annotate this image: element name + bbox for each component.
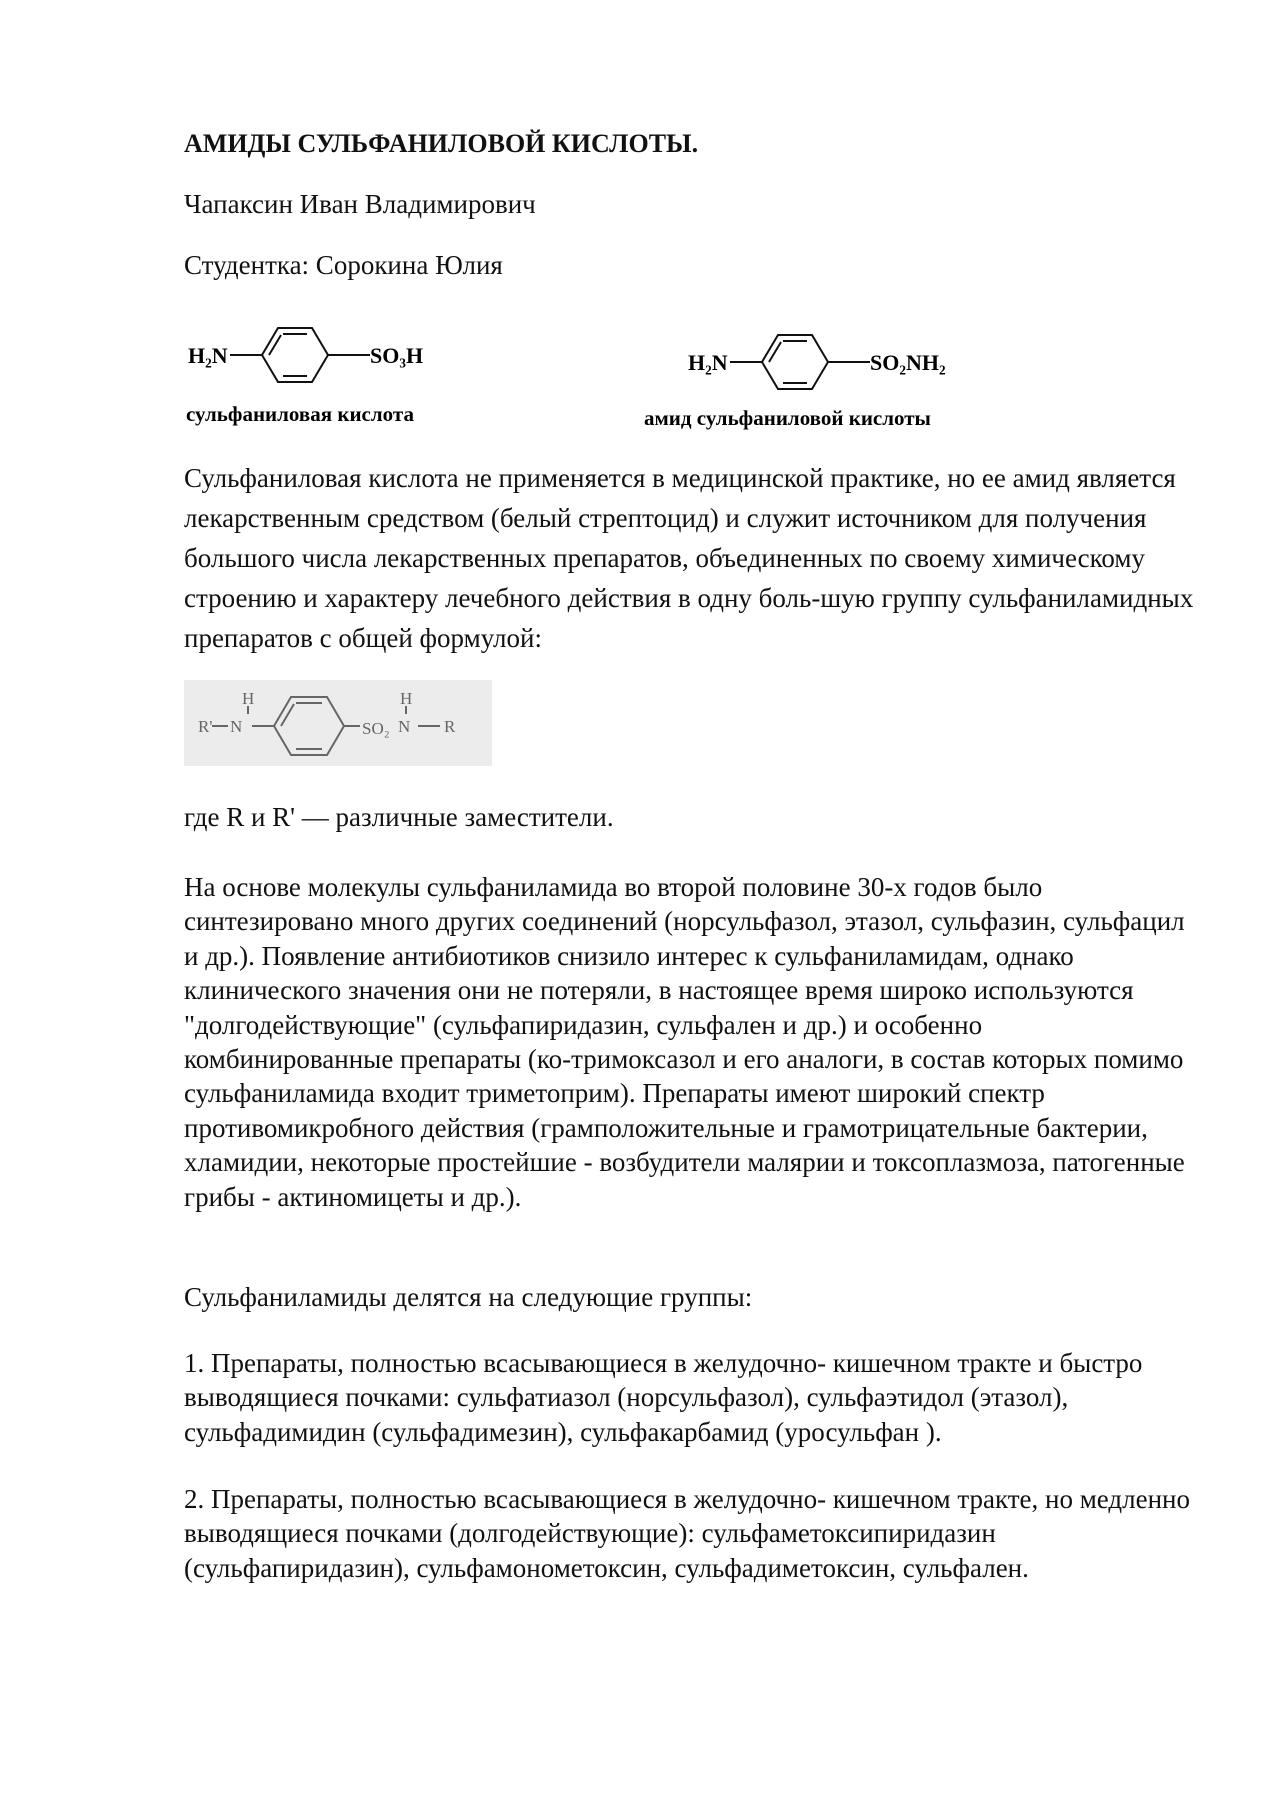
group1-paragraph bbox=[184, 1346, 1194, 1449]
formula-sulfonyl: SO₂ bbox=[362, 719, 390, 738]
history-text: На основе молекулы сульфаниламида во второй половине 30-х годов было синтезировано много других соединений (норсульфазол, этазол, сульфазин, сульфацил и др.). Появление антибиотиков снизило интерес к сульфаниламидам, однако клинического значения они не потеряли, в настоящее время широко используются "долгодействующие" (сульфапиридазин, сульфален и др.) и особенно комбинированные препараты (ко-тримоксазол и его аналоги, в состав которых помимо сульфаниламида входит триметоприм). Препараты имеют широкий спектр противомикробного действия (грамположительные и грамотрицательные бактерии, хламидии, некоторые простейшие - возбудители малярии и токсоплазмоза, патогенные грибы - актиномицеты и др.). bbox=[184, 872, 1185, 1212]
group2-paragraph bbox=[184, 1482, 1194, 1585]
sulfanilamide-caption: амид сульфаниловой кислоты bbox=[644, 406, 931, 430]
document-title: АМИДЫ СУЛЬФАНИЛОВОЙ КИСЛОТЫ. bbox=[184, 129, 699, 158]
formula-left-substituent: R' bbox=[198, 717, 213, 736]
formula-right-h: H bbox=[400, 689, 413, 708]
group1-text: 1. Препараты, полностью всасывающиеся в желудочно- кишечном тракте и быстро выводящиеся почками: сульфатиазол (норсульфазол), сульфаэтидол (этазол), сульфадимидин (сульфадимезин), сульфакарбамид (уросульфан ). bbox=[184, 1348, 1143, 1447]
formula-left-h: H bbox=[242, 689, 255, 708]
substituents-line: где R и R' — различные заместители. bbox=[184, 802, 614, 832]
group2-text: 2. Препараты, полностью всасывающиеся в желудочно- кишечном тракте, но медленно выводящиеся почками (долгодействующие): сульфаметоксипиридазин (сульфапиридазин), сульфамонометоксин, сульфадиметоксин, сульфален. bbox=[184, 1484, 1191, 1583]
sulfanilamide-left-group: H₂N bbox=[688, 350, 728, 375]
student-name: Студентка: Сорокина Юлия bbox=[184, 250, 503, 280]
formula-right-n: N bbox=[398, 717, 411, 736]
groups-intro: Сульфаниламиды делятся на следующие группы: bbox=[184, 1282, 753, 1312]
intro-paragraph bbox=[184, 458, 1194, 658]
intro-text: Сульфаниловая кислота не применяется в медицинской практике, но ее амид является лекарственным средством (белый стрептоцид) и служит источником для получения большого числа лекарственных препаратов, объединенных по своему химическому строению и характеру лечебного действия в одну боль-шую группу сульфаниламидных препаратов с общей формулой: bbox=[184, 463, 1194, 653]
sulfanilic-left-group: H₂N bbox=[188, 343, 228, 368]
sulfanilamide-right-group: SO₂NH₂ bbox=[870, 350, 946, 375]
formula-left-n: N bbox=[230, 717, 243, 736]
formula-right-substituent: R bbox=[444, 717, 456, 736]
sulfanilic-right-group: SO₃H bbox=[370, 343, 424, 368]
sulfanilic-acid-caption: сульфаниловая кислота bbox=[186, 402, 414, 426]
general-formula-image bbox=[184, 680, 492, 766]
general-formula-structure bbox=[184, 680, 492, 766]
sulfanilamide-structure bbox=[680, 310, 980, 410]
sulfanilic-acid-structure bbox=[180, 300, 460, 400]
teacher-name: Чапаксин Иван Владимирович bbox=[184, 189, 536, 219]
history-paragraph bbox=[184, 870, 1194, 1214]
